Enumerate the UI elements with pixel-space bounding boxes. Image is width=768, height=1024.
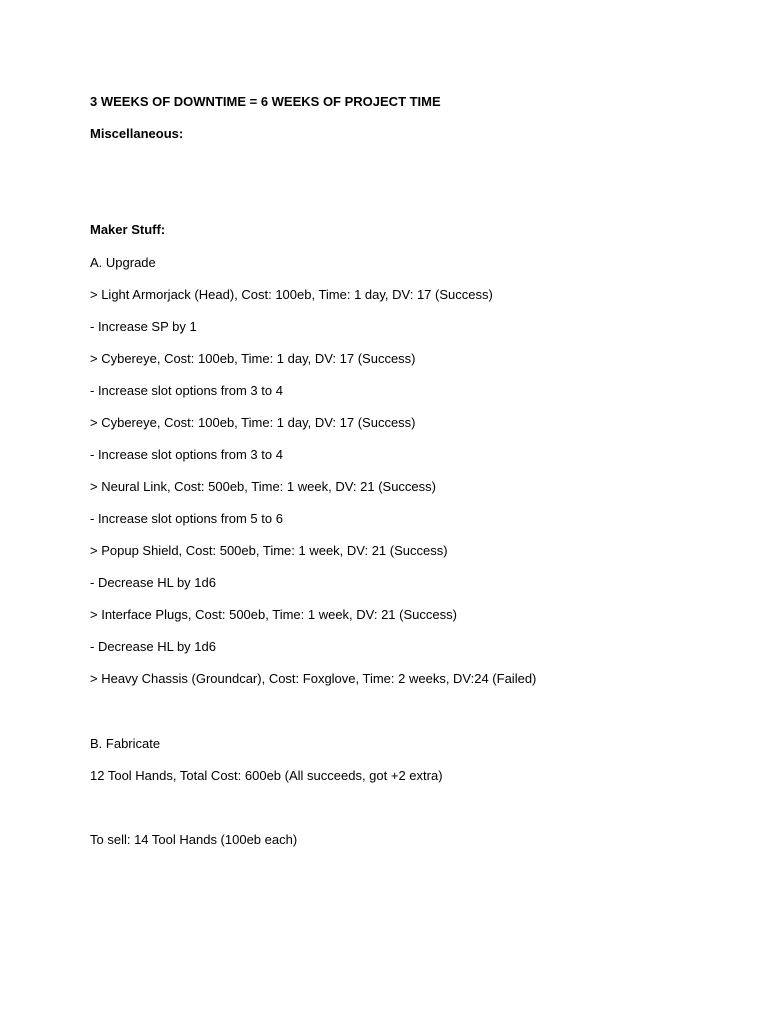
upgrade-detail: - Increase slot options from 3 to 4 xyxy=(90,447,283,462)
upgrade-detail: - Increase SP by 1 xyxy=(90,319,197,334)
upgrade-item: > Light Armorjack (Head), Cost: 100eb, Time: 1 day, DV: 17 (Success) xyxy=(90,287,493,302)
document-heading: 3 WEEKS OF DOWNTIME = 6 WEEKS OF PROJECT TIME xyxy=(90,94,441,109)
upgrade-detail: - Decrease HL by 1d6 xyxy=(90,639,216,654)
sell-line: To sell: 14 Tool Hands (100eb each) xyxy=(90,832,298,847)
upgrade-detail: - Increase slot options from 3 to 4 xyxy=(90,383,283,398)
upgrade-detail: - Decrease HL by 1d6 xyxy=(90,575,216,590)
upgrade-item: > Interface Plugs, Cost: 500eb, Time: 1 week, DV: 21 (Success) xyxy=(90,607,457,622)
upgrade-detail: - Increase slot options from 5 to 6 xyxy=(90,511,283,526)
upgrade-item: > Cybereye, Cost: 100eb, Time: 1 day, DV: 17 (Success) xyxy=(90,351,416,366)
upgrade-item: > Cybereye, Cost: 100eb, Time: 1 day, DV: 17 (Success) xyxy=(90,415,416,430)
upgrade-item: > Neural Link, Cost: 500eb, Time: 1 week, DV: 21 (Success) xyxy=(90,479,436,494)
fabricate-label: B. Fabricate xyxy=(90,736,161,751)
fabricate-line: 12 Tool Hands, Total Cost: 600eb (All succeeds, got +2 extra) xyxy=(90,768,443,783)
upgrade-item: > Heavy Chassis (Groundcar), Cost: Foxglove, Time: 2 weeks, DV:24 (Failed) xyxy=(90,671,537,686)
maker-stuff-label: Maker Stuff: xyxy=(90,222,166,237)
upgrade-label: A. Upgrade xyxy=(90,255,156,270)
miscellaneous-label: Miscellaneous: xyxy=(90,126,184,141)
upgrade-item: > Popup Shield, Cost: 500eb, Time: 1 week, DV: 21 (Success) xyxy=(90,543,448,558)
